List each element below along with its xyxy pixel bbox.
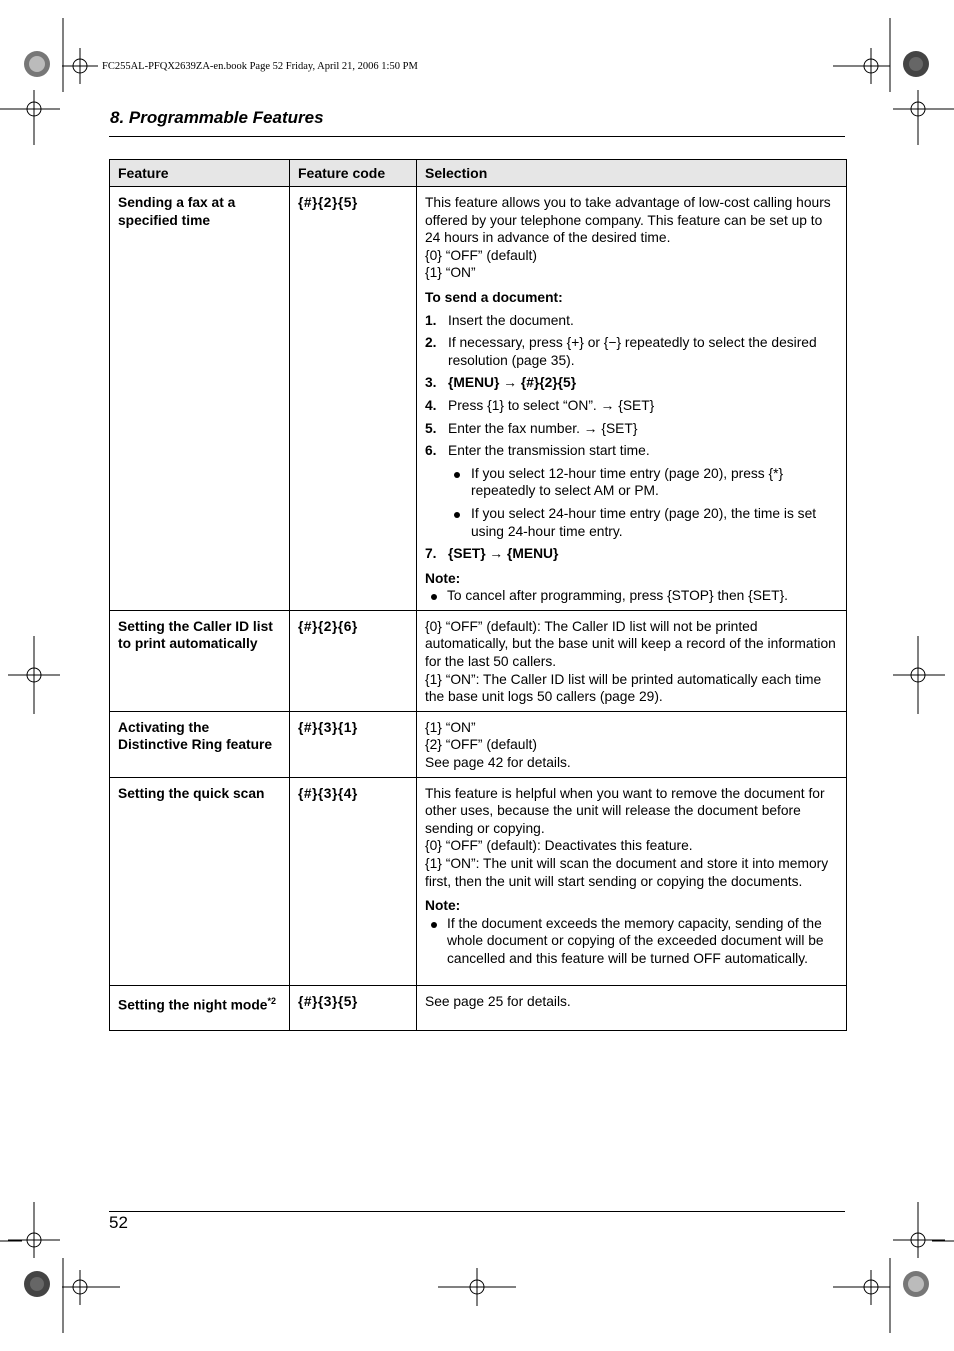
option-2: {2} “OFF” (default) — [425, 737, 537, 753]
table-row — [110, 777, 847, 985]
option-1: {1} “ON” — [425, 265, 476, 281]
send-heading: To send a document: — [425, 289, 563, 305]
list-item: 1. Insert the document. — [425, 312, 574, 328]
list-item: To cancel after programming, press {STOP} then {SET}. — [425, 587, 838, 605]
footer-rule — [109, 1211, 845, 1212]
list-item: 2. If necessary, press {+} or {−} repeatedly to select the desired resolution (page 35). — [425, 335, 817, 368]
selection-cell — [417, 711, 847, 777]
selection-intro: This feature is helpful when you want to remove the document for other uses, because the unit will release the document before sending or copying. — [425, 785, 825, 836]
section-title: 8. Programmable Features — [110, 108, 324, 127]
option-0: {0} “OFF” (default): The Caller ID list will not be printed automatically, but the base unit will keep a record of the information for the last 50 callers. — [425, 618, 836, 670]
features-table — [109, 159, 847, 1031]
feature-code: {#}{2}{6} — [290, 610, 417, 711]
step6-bullets — [448, 465, 838, 540]
note-list — [425, 587, 838, 605]
feature-code: {#}{3}{1} — [290, 711, 417, 777]
header-rule — [109, 136, 845, 137]
list-item: If you select 24-hour time entry (page 20), the time is set using 24-hour time entry. — [448, 505, 838, 540]
footnote-marker: *2 — [267, 995, 276, 1006]
feature-name: Sending a fax at a specified time — [110, 187, 290, 611]
table-row — [110, 187, 847, 611]
selection-cell — [417, 777, 847, 985]
selection-cell — [417, 610, 847, 711]
feature-name: Setting the night mode$^{*2}$ — [110, 985, 290, 1030]
see-page: See page 25 for details. — [425, 993, 571, 1009]
table-row — [110, 610, 847, 711]
feature-name: Activating the Distinctive Ring feature — [110, 711, 290, 777]
option-1: {1} “ON” — [425, 719, 476, 735]
feature-code: {#}{3}{4} — [290, 777, 417, 985]
table-header-row — [110, 160, 847, 187]
option-1: {1} “ON”: The unit will scan the document and store it into memory first, then the unit will start sending or copying the documents. — [425, 856, 829, 889]
column-header-feature: Feature — [110, 160, 290, 187]
feature-name: Setting the Caller ID list to print automatically — [110, 610, 290, 711]
note-heading: Note: — [425, 898, 461, 914]
steps-list — [425, 312, 838, 563]
list-item: 6. Enter the transmission start time. If you select 12-hour time entry (page 20), press {*} repeatedly to select AM or PM. If you select 24-hour time entry (page 20), the time is set using 24-hour time entry. — [425, 442, 838, 540]
list-item: 4. Press {1} to select “ON”. → {SET} — [425, 397, 655, 413]
feature-code: {#}{3}{5} — [290, 985, 417, 1030]
list-item: If the document exceeds the memory capacity, sending of the whole document or copying of the exceeded document will be cancelled and this feature will be turned OFF automatically. — [425, 915, 838, 968]
option-0: {0} “OFF” (default) — [425, 247, 537, 263]
note-heading: Note: — [425, 570, 461, 586]
list-item: 7. {SET} → {MENU} — [425, 546, 559, 562]
selection-cell — [417, 187, 847, 611]
see-page: See page 42 for details. — [425, 755, 571, 771]
list-item: 3. {MENU} → {#}{2}{5} — [425, 375, 577, 391]
print-info: FC255AL-PFQX2639ZA-en.book Page 52 Friday, April 21, 2006 1:50 PM — [102, 61, 418, 72]
option-0: {0} “OFF” (default): Deactivates this feature. — [425, 838, 693, 854]
option-1: {1} “ON”: The Caller ID list will be printed automatically each time the base unit logs 50 callers (page 29). — [425, 671, 822, 705]
selection-intro: This feature allows you to take advantage of low-cost calling hours offered by your telephone company. This feature can be set up to 24 hours in advance of the desired time. — [425, 195, 831, 246]
feature-name: Setting the quick scan — [110, 777, 290, 985]
selection-cell — [417, 985, 847, 1030]
table-row — [110, 711, 847, 777]
list-item: 5. Enter the fax number. → {SET} — [425, 420, 638, 436]
page-number: 52 — [109, 1213, 128, 1232]
feature-code: {#}{2}{5} — [290, 187, 417, 611]
note-list — [425, 915, 838, 968]
table-row — [110, 985, 847, 1030]
column-header-selection: Selection — [417, 160, 847, 187]
column-header-code: Feature code — [290, 160, 417, 187]
list-item: If you select 12-hour time entry (page 20), press {*} repeatedly to select AM or PM. — [448, 465, 838, 500]
